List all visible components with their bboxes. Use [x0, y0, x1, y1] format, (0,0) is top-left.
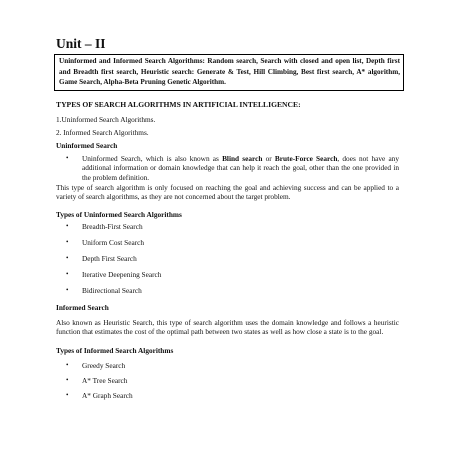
list-item: • Iterative Deepening Search: [66, 270, 162, 279]
uninformed-search-heading: Uninformed Search: [56, 141, 118, 150]
bullet-icon: •: [66, 254, 69, 262]
bullet-icon: •: [66, 391, 69, 399]
uninformed-types-heading: Types of Uninformed Search Algorithms: [56, 210, 182, 219]
bullet-icon: •: [66, 361, 69, 369]
bullet-icon: •: [66, 154, 69, 162]
bullet-icon: •: [66, 222, 69, 230]
bullet-icon: •: [66, 376, 69, 384]
list-item: • A* Tree Search: [66, 376, 128, 385]
uninformed-definition-text: Uninformed Search, which is also known as Blind search or Brute-Force Search, does not have any additional information or domain knowledge that can help it reach the goal, other than the one provided in the problem definition.: [82, 154, 399, 182]
uninformed-paragraph: This type of search algorithm is only focused on reaching the goal and achieving success and can be applied to a variety of search algorithms, as they are not concerned about the target problem.: [56, 183, 399, 202]
informed-search-heading: Informed Search: [56, 303, 109, 312]
main-heading: TYPES OF SEARCH ALGORITHMS IN ARTIFICIAL INTELLIGENCE:: [56, 100, 301, 109]
blind-search-term: Blind search: [222, 154, 263, 163]
informed-paragraph: Also known as Heuristic Search, this type of search algorithm uses the domain knowledge and follows a heuristic function that estimates the cost of the optimal path between two states as well as how close a state is to the goal.: [56, 318, 399, 337]
uninformed-definition-bullet: [66, 154, 399, 182]
bullet-icon: •: [66, 270, 69, 278]
syllabus-box: Uninformed and Informed Search Algorithms: Random search, Search with closed and open list, Depth first and Breadth first search, Heuristic search: Generate & Test, Hill Climbing, Best first search, A* algorithm, Game Search, Alpha-Beta Pruning Genetic Algorithm.: [54, 54, 404, 91]
list-item: • Breadth-First Search: [66, 222, 143, 231]
list-item: • Bidirectional Search: [66, 286, 142, 295]
list-item: • A* Graph Search: [66, 391, 133, 400]
list-item: • Greedy Search: [66, 361, 126, 370]
bullet-icon: •: [66, 286, 69, 294]
bullet-icon: •: [66, 238, 69, 246]
list-item: • Depth First Search: [66, 254, 137, 263]
types-list-item: 1.Uninformed Search Algorithms.: [56, 115, 156, 124]
unit-title: Unit – II: [56, 36, 106, 51]
types-list-item: 2. Informed Search Algorithms.: [56, 128, 149, 137]
list-item: • Uniform Cost Search: [66, 238, 145, 247]
brute-force-term: Brute-Force Search: [274, 154, 338, 163]
informed-types-heading: Types of Informed Search Algorithms: [56, 346, 174, 355]
